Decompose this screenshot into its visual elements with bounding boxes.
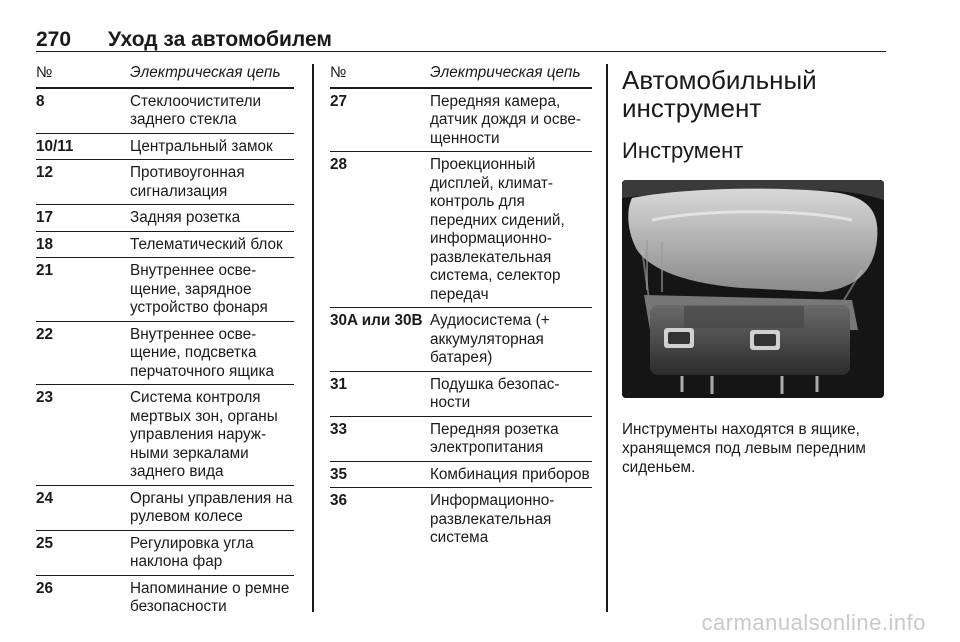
section-subtitle: Инструмент [622, 138, 744, 163]
circuit-name: Стеклоочистители заднего стекла [130, 92, 262, 128]
fuse-table-right [330, 64, 592, 551]
circuit-name: Проекционный дисплей, климат-контроль для передних сидений, информационно-развлекательная система, селектор передач [430, 156, 565, 303]
fuse-number: 17 [36, 209, 54, 226]
circuit-name: Подушка безопас-ности [430, 375, 560, 411]
table-row [36, 89, 294, 134]
page-number: 270 [36, 28, 72, 51]
circuit-name: Аудиосистема (+ аккумуляторная батарея) [430, 312, 550, 366]
fuse-number: 12 [36, 164, 54, 181]
circuit-name: Внутреннее осве-щение, зарядное устройство фонаря [130, 262, 268, 316]
figure-caption: Инструменты находятся в ящике, хранящемся под левым передним сиденьем. [622, 421, 866, 476]
fuse-number: 33 [330, 420, 348, 438]
table-row [36, 486, 294, 531]
table-row [36, 205, 294, 232]
column-divider [606, 64, 608, 612]
table-row [36, 258, 294, 322]
table-row [36, 160, 294, 205]
fuse-number: 24 [36, 489, 54, 507]
table-header [330, 64, 592, 89]
column-header-circuit: Электрическая цепь [430, 64, 581, 81]
table-row [36, 322, 294, 386]
watermark: carmanualsonline.info [701, 610, 926, 635]
fuse-number: 23 [36, 389, 54, 406]
fuse-number: 28 [330, 156, 348, 173]
page-title: Уход за автомобилем [108, 28, 332, 51]
column-header-number: № [36, 64, 53, 81]
fuse-number: 22 [36, 325, 54, 343]
table-row [36, 134, 294, 161]
fuse-number: 25 [36, 534, 54, 552]
tool-box-photo [622, 180, 884, 398]
fuse-number: 8 [36, 92, 45, 110]
table-row [330, 152, 592, 308]
header-divider [36, 51, 886, 52]
table-header [36, 64, 294, 89]
fuse-number: 10/11 [36, 137, 74, 155]
table-row [36, 385, 294, 486]
table-row [330, 89, 592, 153]
table-row [330, 308, 592, 372]
circuit-name: Напоминание о ремне безопасности [130, 579, 290, 615]
table-row [36, 232, 294, 259]
circuit-name: Регулировка угла наклона фар [130, 534, 254, 570]
circuit-name: Передняя камера, датчик дождя и осве-щенности [430, 92, 582, 147]
circuit-name: Система контроля мертвых зон, органы управления наруж-ными зеркалами заднего вида [130, 389, 278, 480]
circuit-name: Задняя розетка [130, 209, 241, 226]
circuit-name: Телематический блок [130, 235, 283, 253]
column-divider [312, 64, 314, 612]
tools-section [622, 66, 890, 477]
fuse-number: 35 [330, 465, 348, 483]
fuse-table-left [36, 64, 294, 620]
table-row [36, 576, 294, 620]
circuit-name: Передняя розетка электропитания [430, 420, 559, 456]
tool-box-illustration [622, 180, 884, 398]
section-title: Автомобильный инструмент [622, 65, 817, 123]
table-row [330, 372, 592, 417]
circuit-name: Информационно-развлекательная система [430, 492, 555, 546]
fuse-number: 30A или 30B [330, 312, 423, 329]
table-row [36, 531, 294, 576]
fuse-number: 26 [36, 579, 54, 597]
column-header-number: № [330, 64, 347, 81]
column-header-circuit: Электрическая цепь [130, 64, 281, 81]
table-row [330, 462, 592, 489]
circuit-name: Внутреннее осве-щение, подсветка перчаточного ящика [130, 325, 274, 380]
circuit-name: Противоугонная сигнализация [130, 164, 245, 200]
circuit-name: Органы управления на рулевом колесе [130, 489, 293, 525]
fuse-number: 21 [36, 262, 54, 279]
fuse-number: 27 [330, 92, 348, 110]
fuse-number: 18 [36, 235, 54, 253]
circuit-name: Центральный замок [130, 137, 273, 155]
fuse-number: 31 [330, 375, 348, 393]
fuse-number: 36 [330, 492, 348, 509]
table-row [330, 488, 592, 551]
circuit-name: Комбинация приборов [430, 465, 590, 483]
table-row [330, 417, 592, 462]
